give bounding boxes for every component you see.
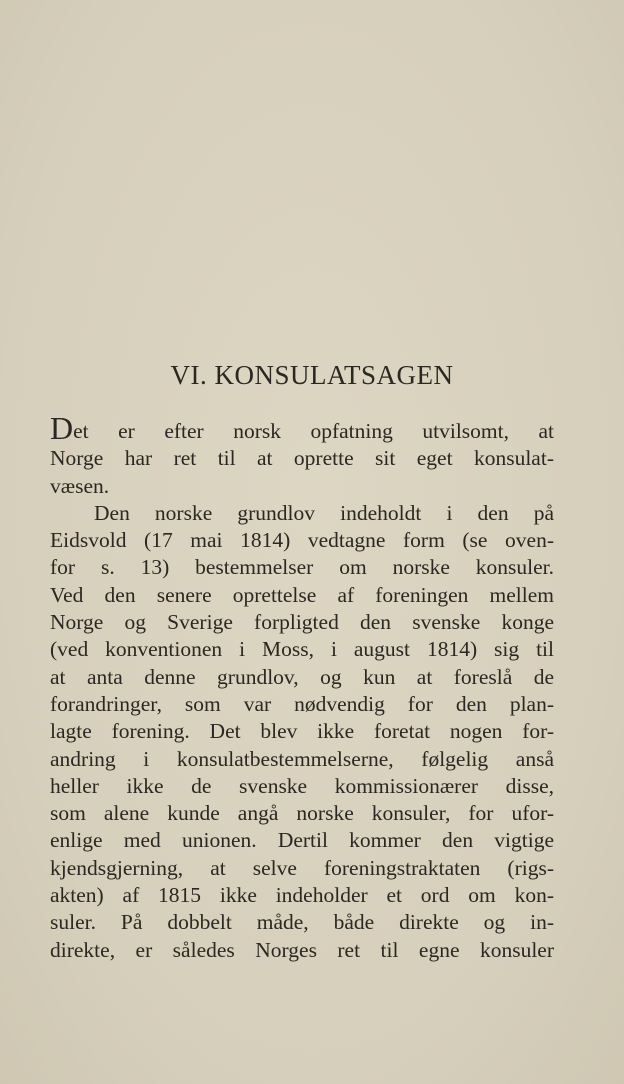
paragraph-2-line-7: at anta denne grundlov, og kun at foreslå de xyxy=(50,664,554,689)
paragraph-1-line-2: Norge har ret til at oprette sit eget konsulat- xyxy=(50,446,554,471)
paragraph-2-line-17: direkte, er således Norges ret til egne konsuler xyxy=(50,937,554,962)
paragraph-2-line-1: Den norske grundlov indeholdt i den på xyxy=(94,500,554,525)
chapter-title: VI. KONSULATSAGEN xyxy=(170,360,454,390)
paragraph-2-line-15: akten) af 1815 ikke indeholder et ord om kon- xyxy=(50,883,554,908)
paragraph-1-line-3: væsen. xyxy=(50,473,110,498)
paragraph-2-line-3: for s. 13) bestemmelser om norske konsuler. xyxy=(50,555,554,580)
paragraph-2-line-4: Ved den senere oprettelse af foreningen mellem xyxy=(50,582,554,607)
paragraph-2-line-2: Eidsvold (17 mai 1814) vedtagne form (se oven- xyxy=(50,528,554,553)
paragraph-2-line-13: enlige med unionen. Dertil kommer den vigtige xyxy=(50,828,554,853)
paragraph-2-line-5: Norge og Sverige forpligted den svenske konge xyxy=(50,610,554,635)
paragraph-2-line-11: heller ikke de svenske kommissionærer disse, xyxy=(50,773,554,798)
paragraph-2-line-16: suler. På dobbelt måde, både direkte og in- xyxy=(50,910,554,935)
paragraph-2-line-14: kjendsgjerning, at selve foreningstraktaten (rigs- xyxy=(50,855,554,880)
body-text xyxy=(50,410,554,964)
paragraph-2-line-12: som alene kunde angå norske konsuler, for ufor- xyxy=(50,801,554,826)
paragraph-2-line-6: (ved konventionen i Moss, i august 1814) sig til xyxy=(50,637,554,662)
paragraph-1-line-1: Det er efter norsk opfatning utvilsomt, at xyxy=(50,410,554,446)
drop-cap: D xyxy=(50,410,74,446)
paragraph-2-line-9: lagte forening. Det blev ikke foretat nogen for- xyxy=(50,719,554,744)
paragraph-2-line-10: andring i konsulatbestemmelserne, følgelig anså xyxy=(50,746,554,771)
paragraph-2-line-8: forandringer, som var nødvendig for den plan- xyxy=(50,691,554,716)
